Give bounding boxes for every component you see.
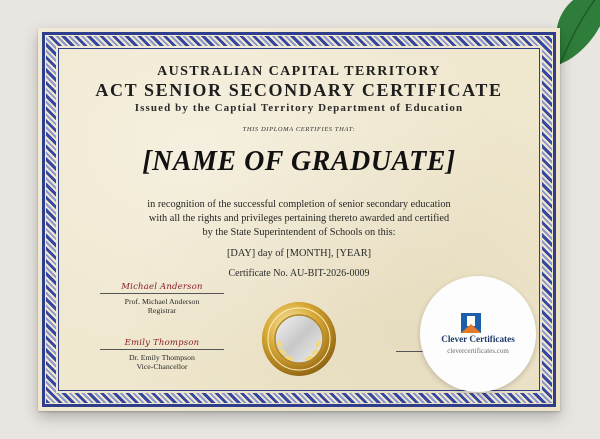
- signatory-role: Vice-Chancellor: [136, 362, 188, 371]
- certificate-title: ACT SENIOR SECONDARY CERTIFICATE: [95, 80, 503, 100]
- certificate-number: Certificate No. AU-BIT-2026-0009: [228, 268, 370, 279]
- signature-line: [100, 293, 224, 294]
- recognition-line-3: by the State Superintendent of Schools on this:: [202, 227, 396, 238]
- signature-script: Michael Anderson: [121, 282, 203, 292]
- issuer-line: Issued by the Captial Territory Department of Education: [134, 102, 464, 114]
- brand-url: clevercertificates.com: [447, 347, 509, 355]
- date-line: [DAY] day of [MONTH], [YEAR]: [226, 248, 372, 259]
- signatory-name: Dr. Emily Thompson: [129, 353, 195, 362]
- certifies-line: THIS DIPLOMA CERTIFIES THAT:: [242, 126, 356, 133]
- signatory-role: Registrar: [147, 306, 177, 315]
- signature-script: Emily Thompson: [124, 338, 200, 348]
- recognition-line-2: with all the rights and privileges pertaining thereto awarded and certified: [148, 213, 450, 224]
- graduate-name: [NAME OF GRADUATE]: [142, 146, 456, 177]
- recognition-line-1: in recognition of the successful completion of senior secondary education: [147, 199, 451, 210]
- brand-name: Clever Certificates: [441, 334, 515, 344]
- gold-seal-icon: [260, 300, 338, 378]
- signature-block-vice-chancellor: [100, 338, 224, 371]
- brand-logo-icon: [460, 312, 482, 334]
- signature-block-registrar: [100, 282, 224, 315]
- recognition-text: [38, 198, 560, 240]
- territory-heading: AUSTRALIAN CAPITAL TERRITORY: [157, 64, 441, 79]
- brand-badge: [420, 276, 536, 392]
- signatory-name: Prof. Michael Anderson: [124, 297, 200, 306]
- signature-line: [100, 349, 224, 350]
